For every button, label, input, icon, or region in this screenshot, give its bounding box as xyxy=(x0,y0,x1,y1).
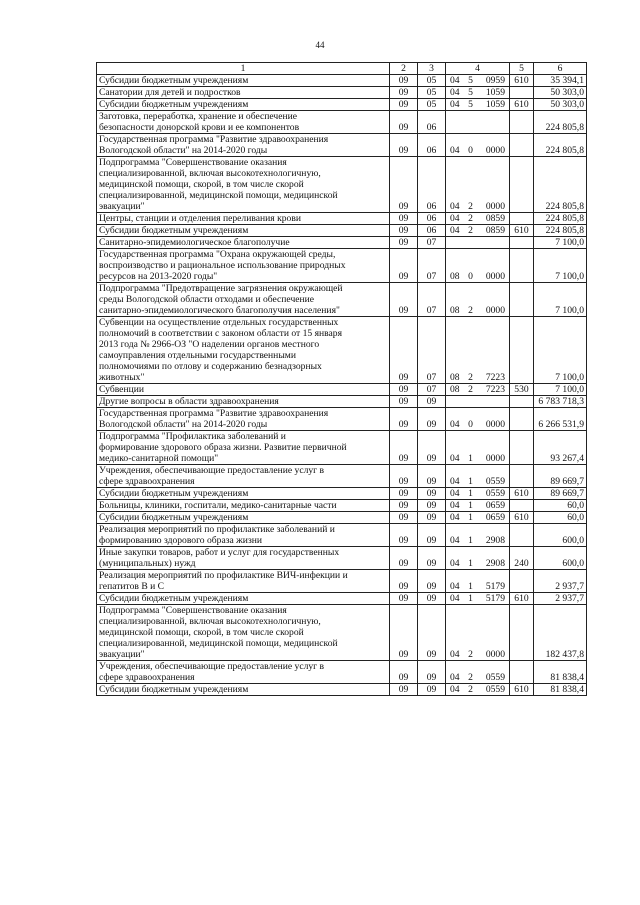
row-section: 09 xyxy=(390,465,418,488)
row-code-subprogram: 1 xyxy=(468,593,473,604)
row-subsection: 09 xyxy=(418,488,446,500)
row-amount: 224 805,8 xyxy=(534,111,587,134)
row-subsection: 09 xyxy=(418,684,446,696)
table-header-row xyxy=(97,63,587,75)
row-name: Реализация мероприятий по профилактике заболеваний и формированию здорового образа жизни xyxy=(97,524,390,547)
row-code-subprogram: 2 xyxy=(468,672,473,683)
row-expense-type xyxy=(510,396,534,408)
row-amount: 224 805,8 xyxy=(534,213,587,225)
row-code-subprogram: 1 xyxy=(468,476,473,487)
row-name: Субсидии бюджетным учреждениям xyxy=(97,684,390,696)
row-name: Подпрограмма "Профилактика заболеваний и формирование здорового образа жизни. Развитие первичной медико-санитарной помощи" xyxy=(97,431,390,465)
row-target-code xyxy=(446,661,510,684)
row-amount: 60,0 xyxy=(534,500,587,512)
row-name: Субсидии бюджетным учреждениям xyxy=(97,225,390,237)
table-row xyxy=(97,684,587,696)
row-amount: 7 100,0 xyxy=(534,249,587,283)
row-code-direction: 0959 xyxy=(485,75,505,86)
row-amount: 7 100,0 xyxy=(534,317,587,384)
row-expense-type xyxy=(510,605,534,661)
row-subsection: 05 xyxy=(418,87,446,99)
row-code-subprogram: 1 xyxy=(468,535,473,546)
row-amount: 50 303,0 xyxy=(534,87,587,99)
row-subsection: 07 xyxy=(418,249,446,283)
row-target-code xyxy=(446,249,510,283)
row-name: Государственная программа "Развитие здравоохранения Вологодской области" на 2014-2020 годы xyxy=(97,134,390,157)
row-target-code xyxy=(446,605,510,661)
row-name: Государственная программа "Развитие здравоохранения Вологодской области" на 2014-2020 годы xyxy=(97,408,390,431)
row-expense-type xyxy=(510,317,534,384)
row-code-direction: 5179 xyxy=(485,581,505,592)
row-code-program: 04 xyxy=(450,558,460,569)
row-subsection: 05 xyxy=(418,75,446,87)
row-expense-type xyxy=(510,157,534,213)
table-row xyxy=(97,225,587,237)
table-row xyxy=(97,134,587,157)
row-code-program: 04 xyxy=(450,581,460,592)
row-amount: 224 805,8 xyxy=(534,134,587,157)
row-expense-type xyxy=(510,283,534,317)
row-name: Санитарно-эпидемиологическое благополучие xyxy=(97,237,390,249)
row-code-direction: 0559 xyxy=(485,672,505,683)
row-subsection: 07 xyxy=(418,384,446,396)
row-target-code xyxy=(446,134,510,157)
row-code-subprogram: 2 xyxy=(468,213,473,224)
row-expense-type xyxy=(510,249,534,283)
row-section: 09 xyxy=(390,524,418,547)
row-section: 09 xyxy=(390,317,418,384)
row-target-code xyxy=(446,75,510,87)
row-amount: 50 303,0 xyxy=(534,99,587,111)
row-section: 09 xyxy=(390,431,418,465)
row-name: Субсидии бюджетным учреждениям xyxy=(97,593,390,605)
row-code-direction: 0000 xyxy=(485,145,505,156)
row-section: 09 xyxy=(390,75,418,87)
row-code-subprogram: 2 xyxy=(468,372,473,383)
row-target-code xyxy=(446,512,510,524)
table-row xyxy=(97,524,587,547)
row-code-program: 04 xyxy=(450,225,460,236)
row-code-direction: 2908 xyxy=(485,535,505,546)
row-subsection: 07 xyxy=(418,283,446,317)
row-amount: 600,0 xyxy=(534,524,587,547)
row-expense-type xyxy=(510,431,534,465)
row-subsection: 06 xyxy=(418,111,446,134)
row-code-program: 08 xyxy=(450,271,460,282)
row-code-program: 04 xyxy=(450,512,460,523)
row-section: 09 xyxy=(390,661,418,684)
row-expense-type xyxy=(510,465,534,488)
row-code-program: 04 xyxy=(450,453,460,464)
row-name: Государственная программа "Охрана окружающей среды, воспроизводство и рациональное использование природных ресурсов на 2013-2020 годы" xyxy=(97,249,390,283)
row-subsection: 09 xyxy=(418,661,446,684)
row-amount: 2 937,7 xyxy=(534,570,587,593)
row-code-direction: 1059 xyxy=(485,87,505,98)
row-code-subprogram: 5 xyxy=(468,75,473,86)
row-name: Субсидии бюджетным учреждениям xyxy=(97,99,390,111)
header-col-3: 3 xyxy=(418,63,446,75)
row-expense-type xyxy=(510,570,534,593)
row-code-subprogram: 1 xyxy=(468,581,473,592)
row-code-subprogram: 0 xyxy=(468,271,473,282)
row-section: 09 xyxy=(390,570,418,593)
row-code-direction: 0659 xyxy=(485,512,505,523)
budget-table xyxy=(96,62,587,696)
row-target-code xyxy=(446,488,510,500)
row-amount: 81 838,4 xyxy=(534,684,587,696)
row-section: 09 xyxy=(390,684,418,696)
row-section: 09 xyxy=(390,512,418,524)
table-row xyxy=(97,87,587,99)
table-row xyxy=(97,605,587,661)
row-code-subprogram: 0 xyxy=(468,419,473,430)
row-subsection: 09 xyxy=(418,524,446,547)
row-code-subprogram: 2 xyxy=(468,305,473,316)
row-expense-type xyxy=(510,237,534,249)
row-expense-type xyxy=(510,213,534,225)
row-target-code xyxy=(446,237,510,249)
row-amount: 93 267,4 xyxy=(534,431,587,465)
row-code-subprogram: 2 xyxy=(468,684,473,695)
row-subsection: 06 xyxy=(418,157,446,213)
row-amount: 60,0 xyxy=(534,512,587,524)
row-target-code xyxy=(446,99,510,111)
row-expense-type: 610 xyxy=(510,225,534,237)
row-amount: 182 437,8 xyxy=(534,605,587,661)
row-code-subprogram: 2 xyxy=(468,225,473,236)
row-expense-type xyxy=(510,87,534,99)
row-subsection: 09 xyxy=(418,431,446,465)
row-code-subprogram: 1 xyxy=(468,488,473,499)
row-code-program: 04 xyxy=(450,145,460,156)
row-amount: 81 838,4 xyxy=(534,661,587,684)
row-expense-type xyxy=(510,134,534,157)
row-amount: 7 100,0 xyxy=(534,384,587,396)
row-code-program: 04 xyxy=(450,476,460,487)
row-expense-type xyxy=(510,408,534,431)
row-code-program: 04 xyxy=(450,684,460,695)
row-code-program: 04 xyxy=(450,488,460,499)
row-section: 09 xyxy=(390,87,418,99)
row-amount: 600,0 xyxy=(534,547,587,570)
row-code-program: 04 xyxy=(450,649,460,660)
row-code-direction: 0000 xyxy=(485,201,505,212)
row-name: Другие вопросы в области здравоохранения xyxy=(97,396,390,408)
row-target-code xyxy=(446,547,510,570)
row-section: 09 xyxy=(390,547,418,570)
row-section: 09 xyxy=(390,283,418,317)
row-subsection: 09 xyxy=(418,512,446,524)
row-expense-type: 610 xyxy=(510,684,534,696)
row-target-code xyxy=(446,283,510,317)
row-code-subprogram: 2 xyxy=(468,649,473,660)
row-code-program: 08 xyxy=(450,384,460,395)
row-expense-type xyxy=(510,111,534,134)
row-code-subprogram: 2 xyxy=(468,384,473,395)
row-code-direction: 0659 xyxy=(485,500,505,511)
row-amount: 35 394,1 xyxy=(534,75,587,87)
row-target-code xyxy=(446,87,510,99)
row-code-program: 04 xyxy=(450,201,460,212)
row-subsection: 06 xyxy=(418,225,446,237)
table-row xyxy=(97,75,587,87)
row-code-subprogram: 1 xyxy=(468,558,473,569)
row-name: Иные закупки товаров, работ и услуг для государственных (муниципальных) нужд xyxy=(97,547,390,570)
row-code-direction: 0000 xyxy=(485,419,505,430)
row-name: Подпрограмма "Совершенствование оказания специализированной, включая высокотехнологичную, медицинской помощи, скорой, в том числе скорой специализированной, медицинской помощи, медицинской эвакуации" xyxy=(97,157,390,213)
header-col-6: 6 xyxy=(534,63,587,75)
header-col-1: 1 xyxy=(97,63,390,75)
row-expense-type xyxy=(510,661,534,684)
row-expense-type: 240 xyxy=(510,547,534,570)
row-code-program: 08 xyxy=(450,305,460,316)
row-code-program: 04 xyxy=(450,99,460,110)
row-expense-type: 530 xyxy=(510,384,534,396)
row-code-subprogram: 1 xyxy=(468,453,473,464)
table-row xyxy=(97,512,587,524)
row-code-direction: 0559 xyxy=(485,476,505,487)
row-target-code xyxy=(446,465,510,488)
row-section: 09 xyxy=(390,384,418,396)
row-amount: 6 266 531,9 xyxy=(534,408,587,431)
row-subsection: 09 xyxy=(418,396,446,408)
header-col-2: 2 xyxy=(390,63,418,75)
row-code-direction: 0000 xyxy=(485,453,505,464)
table-body xyxy=(97,75,587,696)
row-amount: 7 100,0 xyxy=(534,237,587,249)
table-row xyxy=(97,99,587,111)
row-section: 09 xyxy=(390,408,418,431)
row-target-code xyxy=(446,524,510,547)
row-subsection: 09 xyxy=(418,570,446,593)
row-code-program: 04 xyxy=(450,75,460,86)
row-section: 09 xyxy=(390,99,418,111)
row-section: 09 xyxy=(390,500,418,512)
table-row xyxy=(97,213,587,225)
row-name: Субвенции на осуществление отдельных государственных полномочий в соответствии с законом области от 15 января 2013 года № 2966-ОЗ "О наделении органов местного самоуправления отдельными государственными полномочиями по отлову и содержанию безнадзорных животных" xyxy=(97,317,390,384)
row-code-direction: 0000 xyxy=(485,305,505,316)
row-name: Больницы, клиники, госпитали, медико-санитарные части xyxy=(97,500,390,512)
row-section: 09 xyxy=(390,593,418,605)
row-name: Подпрограмма "Совершенствование оказания специализированной, включая высокотехнологичную, медицинской помощи, скорой, в том числе скорой специализированной, медицинской помощи, медицинской эвакуации" xyxy=(97,605,390,661)
row-code-direction: 0859 xyxy=(485,225,505,236)
row-target-code xyxy=(446,157,510,213)
row-name: Реализация мероприятий по профилактике ВИЧ-инфекции и гепатитов В и С xyxy=(97,570,390,593)
row-code-subprogram: 0 xyxy=(468,145,473,156)
table-row xyxy=(97,111,587,134)
row-target-code xyxy=(446,593,510,605)
row-target-code xyxy=(446,225,510,237)
row-amount: 224 805,8 xyxy=(534,157,587,213)
row-amount: 89 669,7 xyxy=(534,488,587,500)
row-code-direction: 1059 xyxy=(485,99,505,110)
row-code-direction: 5179 xyxy=(485,593,505,604)
row-code-direction: 2908 xyxy=(485,558,505,569)
table-row xyxy=(97,500,587,512)
row-subsection: 09 xyxy=(418,605,446,661)
row-expense-type xyxy=(510,524,534,547)
row-name: Заготовка, переработка, хранение и обеспечение безопасности донорской крови и ее компонентов xyxy=(97,111,390,134)
row-expense-type: 610 xyxy=(510,99,534,111)
row-name: Учреждения, обеспечивающие предоставление услуг в сфере здравоохранения xyxy=(97,661,390,684)
row-code-program: 08 xyxy=(450,372,460,383)
row-code-program: 04 xyxy=(450,593,460,604)
row-code-program: 04 xyxy=(450,87,460,98)
table-row xyxy=(97,249,587,283)
row-code-subprogram: 5 xyxy=(468,87,473,98)
row-code-direction: 0559 xyxy=(485,488,505,499)
row-code-direction: 0559 xyxy=(485,684,505,695)
row-subsection: 07 xyxy=(418,237,446,249)
row-section: 09 xyxy=(390,237,418,249)
table-row xyxy=(97,317,587,384)
row-section: 09 xyxy=(390,488,418,500)
row-target-code xyxy=(446,384,510,396)
row-code-subprogram: 1 xyxy=(468,500,473,511)
row-target-code xyxy=(446,408,510,431)
table-row xyxy=(97,384,587,396)
row-section: 09 xyxy=(390,396,418,408)
row-expense-type: 610 xyxy=(510,488,534,500)
row-section: 09 xyxy=(390,111,418,134)
row-name: Субвенции xyxy=(97,384,390,396)
page-number: 44 xyxy=(315,40,325,50)
row-expense-type: 610 xyxy=(510,75,534,87)
row-target-code xyxy=(446,431,510,465)
header-col-4: 4 xyxy=(446,63,510,75)
row-section: 09 xyxy=(390,225,418,237)
row-name: Субсидии бюджетным учреждениям xyxy=(97,488,390,500)
row-subsection: 05 xyxy=(418,99,446,111)
table-row xyxy=(97,431,587,465)
row-section: 09 xyxy=(390,157,418,213)
row-subsection: 09 xyxy=(418,593,446,605)
row-target-code xyxy=(446,570,510,593)
row-code-program: 04 xyxy=(450,419,460,430)
row-target-code xyxy=(446,213,510,225)
row-code-direction: 0000 xyxy=(485,271,505,282)
row-name: Санатории для детей и подростков xyxy=(97,87,390,99)
row-expense-type: 610 xyxy=(510,512,534,524)
row-section: 09 xyxy=(390,134,418,157)
row-section: 09 xyxy=(390,605,418,661)
row-subsection: 09 xyxy=(418,465,446,488)
row-section: 09 xyxy=(390,213,418,225)
table-row xyxy=(97,157,587,213)
row-code-subprogram: 5 xyxy=(468,99,473,110)
row-target-code xyxy=(446,317,510,384)
row-code-program: 04 xyxy=(450,672,460,683)
row-code-program: 04 xyxy=(450,213,460,224)
row-subsection: 09 xyxy=(418,500,446,512)
table-row xyxy=(97,593,587,605)
row-amount: 6 783 718,3 xyxy=(534,396,587,408)
row-code-program: 04 xyxy=(450,500,460,511)
table-row xyxy=(97,408,587,431)
table-row xyxy=(97,547,587,570)
row-subsection: 06 xyxy=(418,134,446,157)
row-code-direction: 7223 xyxy=(485,372,505,383)
table-row xyxy=(97,237,587,249)
row-target-code xyxy=(446,500,510,512)
table-row xyxy=(97,488,587,500)
row-target-code xyxy=(446,396,510,408)
row-name: Субсидии бюджетным учреждениям xyxy=(97,75,390,87)
row-expense-type: 610 xyxy=(510,593,534,605)
table-row xyxy=(97,396,587,408)
row-section: 09 xyxy=(390,249,418,283)
row-amount: 89 669,7 xyxy=(534,465,587,488)
row-subsection: 09 xyxy=(418,547,446,570)
row-name: Субсидии бюджетным учреждениям xyxy=(97,512,390,524)
row-target-code xyxy=(446,684,510,696)
row-code-direction: 0000 xyxy=(485,649,505,660)
row-expense-type xyxy=(510,500,534,512)
table-row xyxy=(97,661,587,684)
row-amount: 224 805,8 xyxy=(534,225,587,237)
row-name: Учреждения, обеспечивающие предоставление услуг в сфере здравоохранения xyxy=(97,465,390,488)
table-row xyxy=(97,283,587,317)
row-name: Центры, станции и отделения переливания крови xyxy=(97,213,390,225)
row-code-subprogram: 2 xyxy=(468,201,473,212)
row-target-code xyxy=(446,111,510,134)
table-row xyxy=(97,570,587,593)
row-code-program: 04 xyxy=(450,535,460,546)
row-amount: 2 937,7 xyxy=(534,593,587,605)
row-subsection: 06 xyxy=(418,213,446,225)
table-row xyxy=(97,465,587,488)
row-code-direction: 7223 xyxy=(485,384,505,395)
row-amount: 7 100,0 xyxy=(534,283,587,317)
row-name: Подпрограмма "Предотвращение загрязнения окружающей среды Вологодской области отходами и обеспечение санитарно-эпидемиологического благополучия населения" xyxy=(97,283,390,317)
row-code-subprogram: 1 xyxy=(468,512,473,523)
row-subsection: 09 xyxy=(418,408,446,431)
header-col-5: 5 xyxy=(510,63,534,75)
row-code-direction: 0859 xyxy=(485,213,505,224)
row-subsection: 07 xyxy=(418,317,446,384)
